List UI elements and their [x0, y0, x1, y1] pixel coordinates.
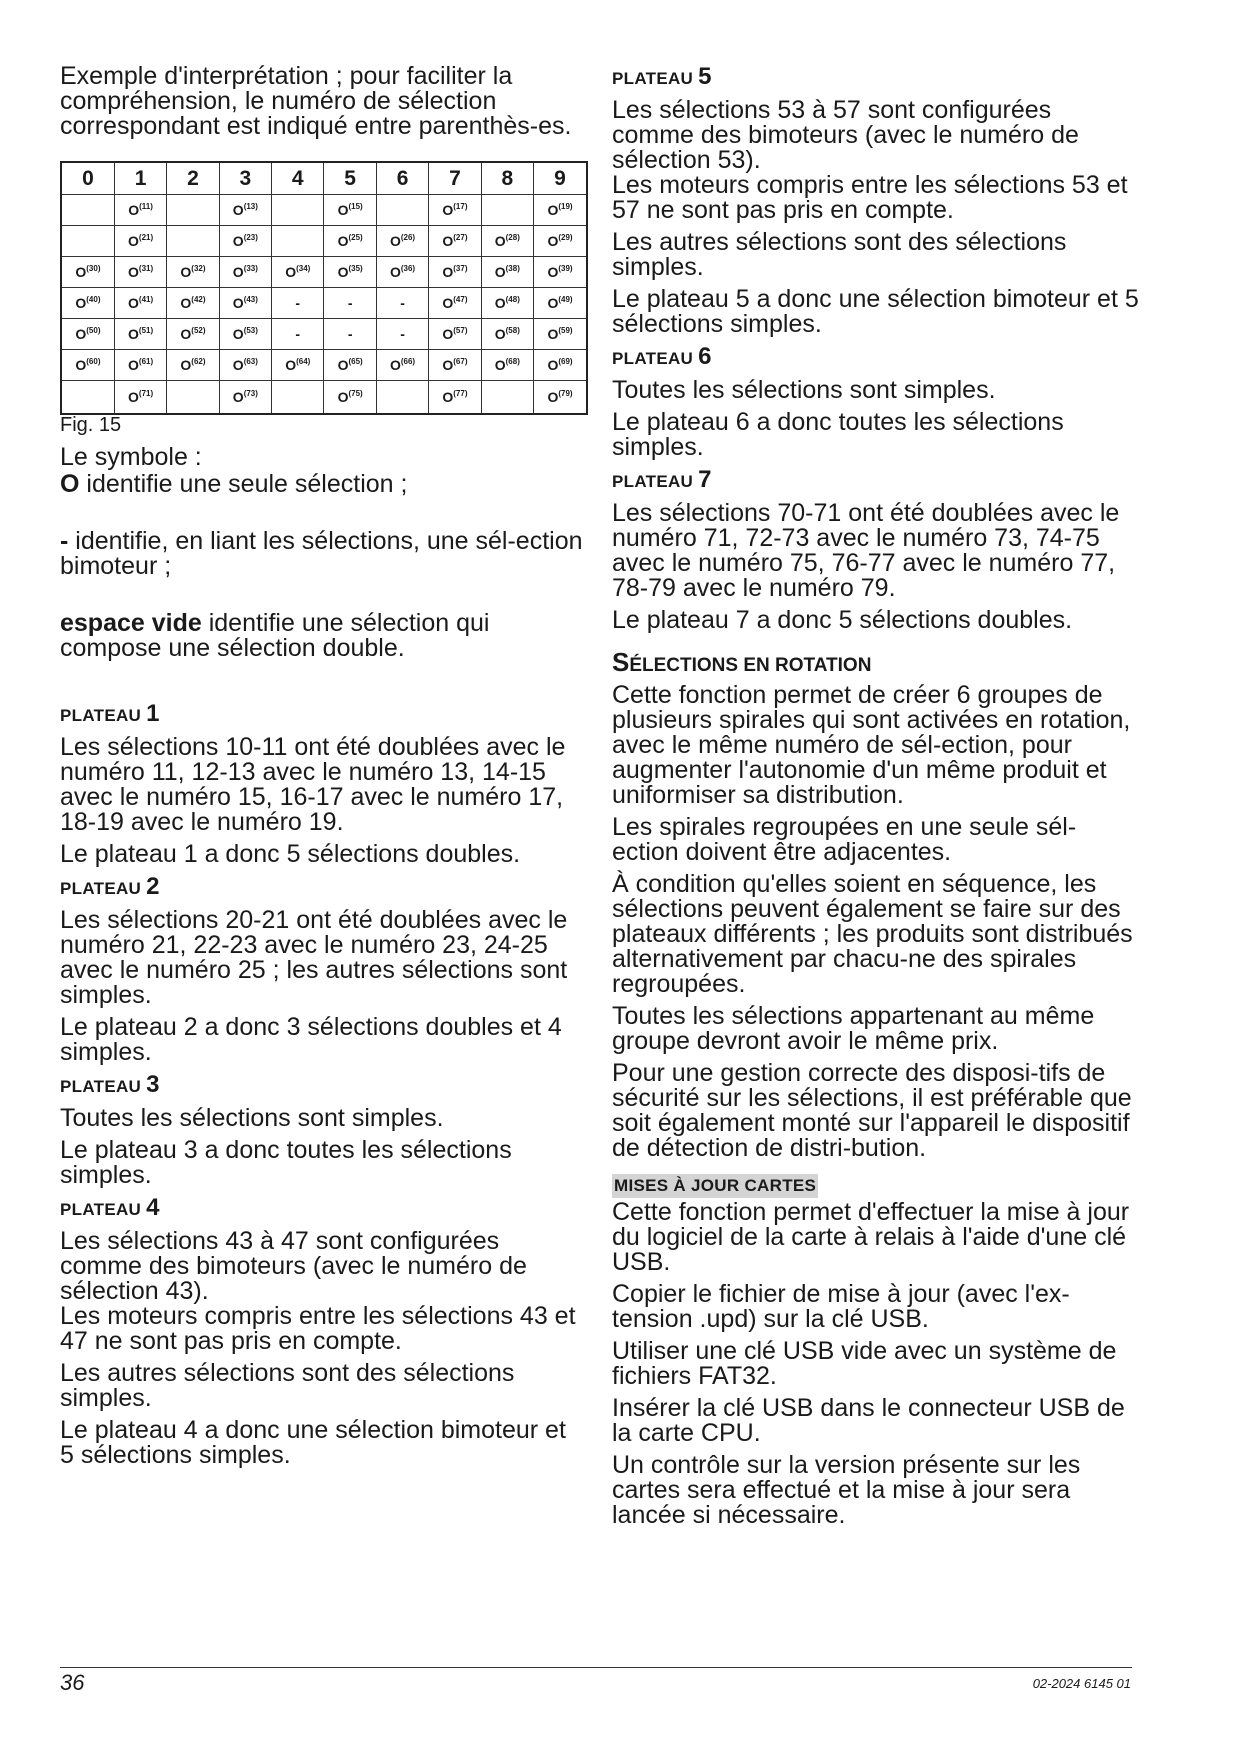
symbol-o-text: identifie une seule sélection ;	[79, 470, 408, 498]
symbol-space-text: identifie une sélection qui compose une sélection double.	[60, 609, 490, 662]
grid-cell: $O^{(37)}$	[429, 257, 481, 288]
updates-text-3: Utiliser une clé USB vide avec un système de fichiers FAT32.	[612, 1337, 1117, 1390]
symbol-dash-mark: -	[60, 527, 69, 555]
grid-cell: $O^{(21)}$	[114, 226, 166, 257]
grid-cell: $O^{(52)}$	[167, 319, 219, 350]
selection-grid	[60, 161, 588, 415]
plateau-1-heading: PLATEAU 1	[60, 700, 160, 727]
plateau-4-text-1: Les sélections 43 à 47 sont configurées comme des bimoteurs (avec le numéro de sélection 43).	[60, 1227, 527, 1305]
grid-cell	[61, 195, 114, 226]
plateau-5-text-1: Les sélections 53 à 57 sont configurées comme des bimoteurs (avec le numéro de sélection 53).	[612, 96, 1079, 174]
grid-cell: $O^{(69)}$	[534, 350, 587, 381]
grid-cell: $O^{(40)}$	[61, 288, 114, 319]
grid-cell: $O^{(59)}$	[534, 319, 587, 350]
grid-cell	[481, 381, 533, 415]
grid-header-cell: 5	[324, 162, 376, 195]
grid-cell: $O^{(71)}$	[114, 381, 166, 415]
grid-cell: $O^{(13)}$	[219, 195, 271, 226]
grid-cell: -	[272, 319, 324, 350]
symbol-space-mark: espace vide	[60, 609, 202, 637]
grid-cell	[167, 381, 219, 415]
grid-cell: $O^{(67)}$	[429, 350, 481, 381]
grid-cell: $O^{(61)}$	[114, 350, 166, 381]
plateau-4-text-4: Le plateau 4 a donc une sélection bimoteur et 5 sélections simples.	[60, 1416, 566, 1469]
grid-header-row	[61, 162, 587, 195]
plateau-2-text-2: Le plateau 2 a donc 3 sélections doubles et 4 simples.	[60, 1013, 562, 1066]
grid-cell: $O^{(66)}$	[376, 350, 428, 381]
plateau-1-text-2: Le plateau 1 a donc 5 sélections doubles.	[60, 840, 521, 868]
plateau-7-heading: PLATEAU 7	[612, 466, 712, 493]
updates-heading: MISES À JOUR CARTES	[612, 1174, 818, 1198]
grid-row	[61, 350, 587, 381]
plateau-2-heading: PLATEAU 2	[60, 873, 160, 900]
intro-paragraph: Exemple d'interprétation ; pour faciliter la compréhension, le numéro de sélection correspondant est indiqué entre parenthès-es.	[60, 62, 572, 140]
grid-cell: $O^{(15)}$	[324, 195, 376, 226]
updates-text-1: Cette fonction permet d'effectuer la mise à jour du logiciel de la carte à relais à l'aide d'une clé USB.	[612, 1198, 1130, 1276]
grid-header-cell: 4	[272, 162, 324, 195]
grid-cell: $O^{(38)}$	[481, 257, 533, 288]
grid-cell: $O^{(49)}$	[534, 288, 587, 319]
plateau-6-text-1: Toutes les sélections sont simples.	[612, 376, 996, 404]
grid-cell	[481, 195, 533, 226]
plateau-7-text-1: Les sélections 70-71 ont été doublées avec le numéro 71, 72-73 avec le numéro 73, 74-75 avec le numéro 75, 76-77 avec le numéro 77, 78-79 avec le numéro 79.	[612, 499, 1120, 602]
grid-cell: $O^{(79)}$	[534, 381, 587, 415]
updates-text-2: Copier le fichier de mise à jour (avec l'ex-tension .upd) sur la clé USB.	[612, 1280, 1070, 1333]
grid-cell: $O^{(43)}$	[219, 288, 271, 319]
grid-cell	[167, 226, 219, 257]
grid-cell: $O^{(25)}$	[324, 226, 376, 257]
grid-cell: $O^{(31)}$	[114, 257, 166, 288]
grid-cell: $O^{(57)}$	[429, 319, 481, 350]
grid-header-cell: 7	[429, 162, 481, 195]
grid-cell: $O^{(42)}$	[167, 288, 219, 319]
grid-cell: $O^{(39)}$	[534, 257, 587, 288]
plateau-2-text-1: Les sélections 20-21 ont été doublées avec le numéro 21, 22-23 avec le numéro 23, 24-25 avec le numéro 25 ; les autres sélections sont simples.	[60, 906, 568, 1009]
grid-cell: $O^{(23)}$	[219, 226, 271, 257]
grid-cell	[61, 226, 114, 257]
plateau-4-text-2: Les moteurs compris entre les sélections 43 et 47 ne sont pas pris en compte.	[60, 1302, 576, 1355]
grid-cell: $O^{(63)}$	[219, 350, 271, 381]
symbol-heading: Le symbole :	[60, 443, 202, 471]
grid-cell: $O^{(75)}$	[324, 381, 376, 415]
grid-row	[61, 195, 587, 226]
grid-cell: $O^{(32)}$	[167, 257, 219, 288]
plateau-4-heading: PLATEAU 4	[60, 1194, 160, 1221]
grid-cell: $O^{(29)}$	[534, 226, 587, 257]
plateau-6-heading: PLATEAU 6	[612, 343, 712, 370]
grid-cell: $O^{(26)}$	[376, 226, 428, 257]
grid-cell	[61, 381, 114, 415]
plateau-5-text-2: Les moteurs compris entre les sélections 53 et 57 ne sont pas pris en compte.	[612, 171, 1128, 224]
plateau-5-text-4: Le plateau 5 a donc une sélection bimoteur et 5 sélections simples.	[612, 285, 1139, 338]
rotation-text-5: Pour une gestion correcte des disposi-tifs de sécurité sur les sélections, il est préférable que soit également monté sur l'appareil le dispositif de détection de distri-bution.	[612, 1059, 1132, 1162]
page-number: 36	[60, 1670, 85, 1695]
figure-caption: Fig. 15	[60, 414, 122, 436]
grid-header-cell: 1	[114, 162, 166, 195]
plateau-6-text-2: Le plateau 6 a donc toutes les sélections simples.	[612, 408, 1064, 461]
grid-header-cell: 0	[61, 162, 114, 195]
grid-header-cell: 9	[534, 162, 587, 195]
grid-cell: $O^{(34)}$	[272, 257, 324, 288]
grid-cell: -	[376, 319, 428, 350]
grid-header-cell: 3	[219, 162, 271, 195]
grid-cell: $O^{(35)}$	[324, 257, 376, 288]
symbol-o-mark: O	[60, 470, 80, 498]
grid-cell: -	[272, 288, 324, 319]
grid-row	[61, 288, 587, 319]
grid-cell: -	[324, 319, 376, 350]
grid-cell: $O^{(27)}$	[429, 226, 481, 257]
symbol-space-line	[60, 611, 586, 661]
grid-header-cell: 2	[167, 162, 219, 195]
grid-row	[61, 257, 587, 288]
grid-cell: -	[324, 288, 376, 319]
grid-cell: $O^{(77)}$	[429, 381, 481, 415]
grid-cell: $O^{(60)}$	[61, 350, 114, 381]
grid-cell	[272, 226, 324, 257]
grid-cell: $O^{(73)}$	[219, 381, 271, 415]
symbol-dash-line	[60, 529, 586, 579]
grid-cell	[167, 195, 219, 226]
grid-cell: $O^{(50)}$	[61, 319, 114, 350]
plateau-1-text-1: Les sélections 10-11 ont été doublées avec le numéro 11, 12-13 avec le numéro 13, 14-15 avec le numéro 15, 16-17 avec le numéro 17, 18-19 avec le numéro 19.	[60, 733, 566, 836]
grid-cell: $O^{(64)}$	[272, 350, 324, 381]
grid-row	[61, 226, 587, 257]
grid-cell: $O^{(65)}$	[324, 350, 376, 381]
updates-text-4: Insérer la clé USB dans le connecteur USB de la carte CPU.	[612, 1394, 1125, 1447]
grid-row	[61, 381, 587, 415]
grid-cell	[376, 381, 428, 415]
grid-cell: $O^{(19)}$	[534, 195, 587, 226]
plateau-7-text-2: Le plateau 7 a donc 5 sélections doubles.	[612, 606, 1073, 634]
rotation-text-1: Cette fonction permet de créer 6 groupes de plusieurs spirales qui sont activées en rotation, avec le même numéro de sél-ection, pour augmenter l'autonomie d'un même produit et uniformiser sa distribution.	[612, 681, 1131, 809]
grid-row	[61, 319, 587, 350]
updates-text-5: Un contrôle sur la version présente sur les cartes sera effectué et la mise à jour sera lancée si nécessaire.	[612, 1451, 1081, 1529]
plateau-3-heading: PLATEAU 3	[60, 1071, 160, 1098]
grid-cell: $O^{(36)}$	[376, 257, 428, 288]
rotation-heading: SÉLECTIONS EN ROTATION	[612, 647, 872, 677]
plateau-4-text-3: Les autres sélections sont des sélections simples.	[60, 1359, 515, 1412]
plateau-5-heading: PLATEAU 5	[612, 63, 712, 90]
left-column	[60, 64, 586, 1475]
grid-cell: $O^{(17)}$	[429, 195, 481, 226]
grid-cell: $O^{(33)}$	[219, 257, 271, 288]
grid-body	[61, 195, 587, 415]
plateau-5-text-3: Les autres sélections sont des sélections simples.	[612, 228, 1067, 281]
plateau-3-text-1: Toutes les sélections sont simples.	[60, 1104, 444, 1132]
grid-cell: $O^{(68)}$	[481, 350, 533, 381]
grid-header-cell: 6	[376, 162, 428, 195]
grid-header-cell: 8	[481, 162, 533, 195]
grid-cell: -	[376, 288, 428, 319]
document-code: 02-2024 6145 01	[1032, 1676, 1131, 1691]
rotation-text-4: Toutes les sélections appartenant au même groupe devront avoir le même prix.	[612, 1002, 1095, 1055]
grid-cell: $O^{(58)}$	[481, 319, 533, 350]
symbol-dash-text: identifie, en liant les sélections, une sél-ection bimoteur ;	[60, 527, 583, 580]
grid-cell: $O^{(41)}$	[114, 288, 166, 319]
grid-cell	[272, 381, 324, 415]
right-column	[612, 64, 1140, 1535]
symbol-o-line	[60, 472, 586, 497]
rotation-text-3: À condition qu'elles soient en séquence, les sélections peuvent également se faire sur des plateaux différents ; les produits sont distribués alternativement par chacu-ne des spirales regroupées.	[612, 870, 1133, 998]
grid-cell: $O^{(53)}$	[219, 319, 271, 350]
grid-cell: $O^{(47)}$	[429, 288, 481, 319]
grid-cell: $O^{(48)}$	[481, 288, 533, 319]
footer-divider	[60, 1667, 1132, 1668]
grid-cell: $O^{(62)}$	[167, 350, 219, 381]
grid-cell: $O^{(11)}$	[114, 195, 166, 226]
rotation-text-2: Les spirales regroupées en une seule sél-ection doivent être adjacentes.	[612, 813, 1077, 866]
grid-cell: $O^{(28)}$	[481, 226, 533, 257]
grid-cell: $O^{(30)}$	[61, 257, 114, 288]
grid-cell	[376, 195, 428, 226]
grid-cell: $O^{(51)}$	[114, 319, 166, 350]
plateau-3-text-2: Le plateau 3 a donc toutes les sélections simples.	[60, 1136, 512, 1189]
grid-cell	[272, 195, 324, 226]
